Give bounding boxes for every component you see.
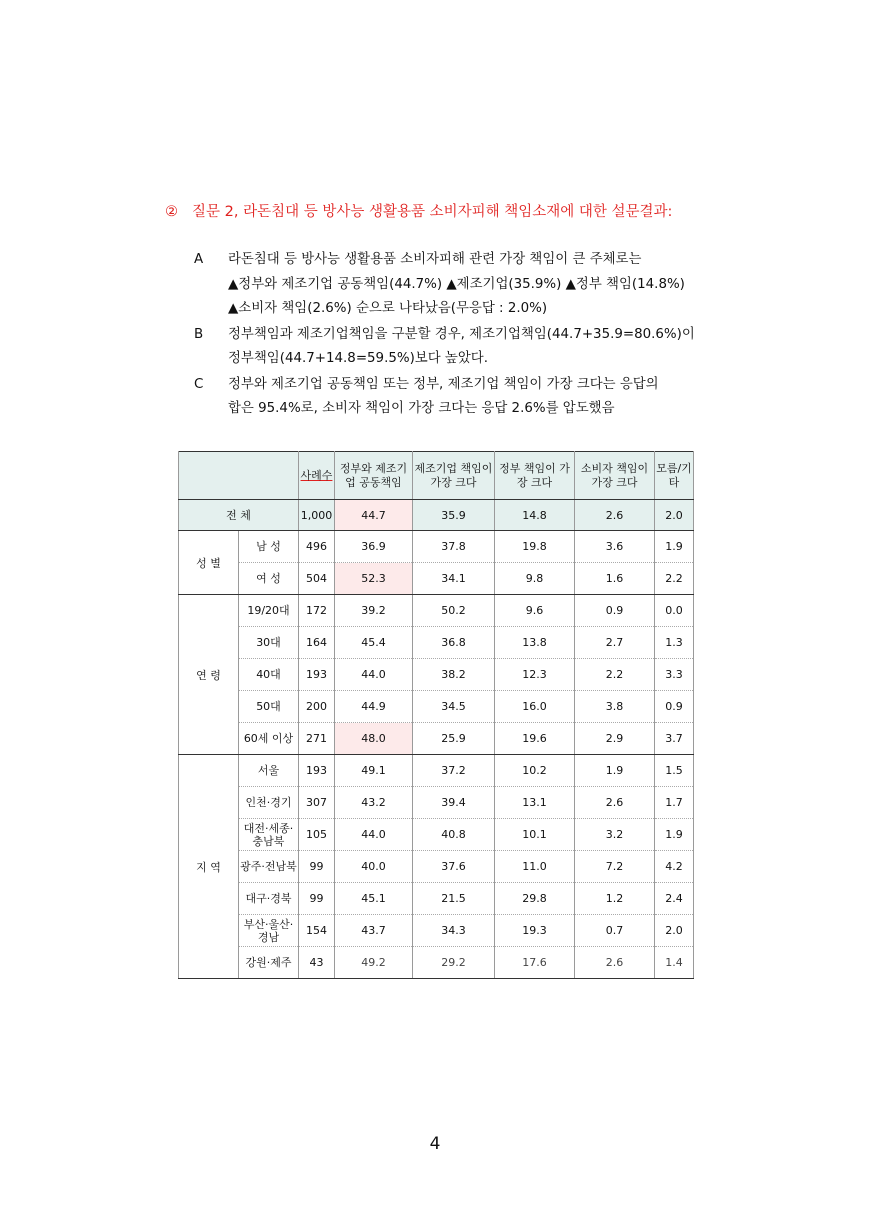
group-label: 지 역 bbox=[179, 755, 239, 979]
cell-consumer: 3.8 bbox=[575, 691, 655, 723]
row-label: 전 체 bbox=[179, 500, 299, 531]
survey-results-table bbox=[178, 451, 694, 979]
cell-government: 13.1 bbox=[495, 787, 575, 819]
cell-government: 9.6 bbox=[495, 595, 575, 627]
header-consumer: 소비자 책임이 가장 크다 bbox=[575, 452, 655, 500]
cell-unknown: 2.4 bbox=[655, 883, 694, 915]
header-government: 정부 책임이 가장 크다 bbox=[495, 452, 575, 500]
cell-unknown: 2.2 bbox=[655, 563, 694, 595]
cell-joint: 40.0 bbox=[335, 851, 413, 883]
cell-unknown: 3.7 bbox=[655, 723, 694, 755]
cell-manufacturer: 34.1 bbox=[413, 563, 495, 595]
row-label: 대구·경북 bbox=[239, 883, 299, 915]
cell-unknown: 1.9 bbox=[655, 819, 694, 851]
row-count: 193 bbox=[299, 755, 335, 787]
cell-manufacturer: 35.9 bbox=[413, 500, 495, 531]
header-count: 사례수 bbox=[299, 452, 335, 500]
row-count: 271 bbox=[299, 723, 335, 755]
row-count: 504 bbox=[299, 563, 335, 595]
table-row bbox=[179, 755, 694, 787]
row-label: 19/20대 bbox=[239, 595, 299, 627]
group-label: 성 별 bbox=[179, 531, 239, 595]
cell-manufacturer: 37.8 bbox=[413, 531, 495, 563]
table-header-row bbox=[179, 452, 694, 500]
table-row bbox=[179, 819, 694, 851]
cell-consumer: 0.7 bbox=[575, 915, 655, 947]
cell-consumer: 2.9 bbox=[575, 723, 655, 755]
cell-manufacturer: 39.4 bbox=[413, 787, 495, 819]
cell-consumer: 0.9 bbox=[575, 595, 655, 627]
cell-government: 12.3 bbox=[495, 659, 575, 691]
cell-unknown: 2.0 bbox=[655, 915, 694, 947]
row-count: 1,000 bbox=[299, 500, 335, 531]
cell-manufacturer: 29.2 bbox=[413, 947, 495, 979]
cell-consumer: 1.2 bbox=[575, 883, 655, 915]
table-row bbox=[179, 595, 694, 627]
cell-joint: 44.9 bbox=[335, 691, 413, 723]
cell-government: 29.8 bbox=[495, 883, 575, 915]
row-label: 60세 이상 bbox=[239, 723, 299, 755]
section-title: 질문 2, 라돈침대 등 방사능 생활용품 소비자피해 책임소재에 대한 설문결과: bbox=[192, 204, 673, 220]
cell-consumer: 2.6 bbox=[575, 787, 655, 819]
cell-joint: 44.0 bbox=[335, 819, 413, 851]
cell-unknown: 2.0 bbox=[655, 500, 694, 531]
cell-unknown: 4.2 bbox=[655, 851, 694, 883]
cell-manufacturer: 34.5 bbox=[413, 691, 495, 723]
cell-government: 16.0 bbox=[495, 691, 575, 723]
findings-list bbox=[194, 248, 754, 423]
finding-text: 정부책임과 제조기업책임을 구분할 경우, 제조기업책임(44.7+35.9=80.6%)이 정부책임(44.7+14.8=59.5%)보다 높았다. bbox=[228, 326, 695, 366]
cell-government: 19.8 bbox=[495, 531, 575, 563]
cell-unknown: 0.9 bbox=[655, 691, 694, 723]
cell-manufacturer: 50.2 bbox=[413, 595, 495, 627]
row-label: 30대 bbox=[239, 627, 299, 659]
cell-joint: 44.0 bbox=[335, 659, 413, 691]
cell-unknown: 1.9 bbox=[655, 531, 694, 563]
cell-joint: 45.4 bbox=[335, 627, 413, 659]
header-joint: 정부와 제조기업 공동책임 bbox=[335, 452, 413, 500]
page-number: 4 bbox=[429, 1134, 441, 1154]
cell-unknown: 3.3 bbox=[655, 659, 694, 691]
cell-unknown: 1.3 bbox=[655, 627, 694, 659]
cell-joint: 49.2 bbox=[335, 947, 413, 979]
cell-joint: 49.1 bbox=[335, 755, 413, 787]
row-count: 172 bbox=[299, 595, 335, 627]
cell-joint: 43.2 bbox=[335, 787, 413, 819]
cell-joint: 39.2 bbox=[335, 595, 413, 627]
cell-manufacturer: 36.8 bbox=[413, 627, 495, 659]
cell-unknown: 1.4 bbox=[655, 947, 694, 979]
cell-consumer: 2.7 bbox=[575, 627, 655, 659]
cell-unknown: 1.5 bbox=[655, 755, 694, 787]
cell-government: 13.8 bbox=[495, 627, 575, 659]
table-row bbox=[179, 787, 694, 819]
cell-consumer: 7.2 bbox=[575, 851, 655, 883]
finding-c bbox=[194, 373, 754, 422]
cell-manufacturer: 40.8 bbox=[413, 819, 495, 851]
cell-joint: 43.7 bbox=[335, 915, 413, 947]
cell-consumer: 3.6 bbox=[575, 531, 655, 563]
table-row bbox=[179, 883, 694, 915]
section-heading bbox=[165, 200, 765, 221]
header-manufacturer: 제조기업 책임이 가장 크다 bbox=[413, 452, 495, 500]
cell-government: 17.6 bbox=[495, 947, 575, 979]
cell-government: 9.8 bbox=[495, 563, 575, 595]
finding-text: 라돈침대 등 방사능 생활용품 소비자피해 관련 가장 책임이 큰 주체로는 ▲정부와 제조기업 공동책임(44.7%) ▲제조기업(35.9%) ▲정부 책임(14.8%) ▲소비자 책임(2.6%) 순으로 나타났음(무응답 : 2.0%) bbox=[228, 252, 685, 316]
finding-b bbox=[194, 323, 754, 372]
table-row bbox=[179, 723, 694, 755]
cell-joint: 45.1 bbox=[335, 883, 413, 915]
table-row bbox=[179, 531, 694, 563]
row-count: 99 bbox=[299, 883, 335, 915]
row-count: 105 bbox=[299, 819, 335, 851]
cell-manufacturer: 38.2 bbox=[413, 659, 495, 691]
cell-joint: 44.7 bbox=[335, 500, 413, 531]
cell-manufacturer: 37.6 bbox=[413, 851, 495, 883]
cell-government: 10.2 bbox=[495, 755, 575, 787]
cell-joint: 36.9 bbox=[335, 531, 413, 563]
row-count: 200 bbox=[299, 691, 335, 723]
cell-joint: 52.3 bbox=[335, 563, 413, 595]
cell-government: 11.0 bbox=[495, 851, 575, 883]
finding-marker: A bbox=[194, 252, 204, 267]
row-count: 164 bbox=[299, 627, 335, 659]
cell-manufacturer: 21.5 bbox=[413, 883, 495, 915]
finding-marker: B bbox=[194, 326, 204, 342]
finding-marker: C bbox=[194, 376, 204, 392]
section-number: ② bbox=[165, 204, 178, 220]
finding-text: 정부와 제조기업 공동책임 또는 정부, 제조기업 책임이 가장 크다는 응답의 합은 95.4%로, 소비자 책임이 가장 크다는 응답 2.6%를 압도했음 bbox=[228, 376, 659, 416]
cell-consumer: 2.2 bbox=[575, 659, 655, 691]
table-row bbox=[179, 947, 694, 979]
table-row bbox=[179, 691, 694, 723]
table-row bbox=[179, 659, 694, 691]
cell-joint: 48.0 bbox=[335, 723, 413, 755]
table-row bbox=[179, 851, 694, 883]
cell-government: 19.3 bbox=[495, 915, 575, 947]
cell-manufacturer: 37.2 bbox=[413, 755, 495, 787]
row-label: 대전·세종·충남북 bbox=[239, 819, 299, 851]
cell-unknown: 1.7 bbox=[655, 787, 694, 819]
row-label: 남 성 bbox=[239, 531, 299, 563]
header-blank bbox=[179, 452, 299, 500]
row-count: 307 bbox=[299, 787, 335, 819]
cell-consumer: 2.6 bbox=[575, 500, 655, 531]
row-label: 강원·제주 bbox=[239, 947, 299, 979]
cell-consumer: 1.9 bbox=[575, 755, 655, 787]
row-label: 서울 bbox=[239, 755, 299, 787]
cell-government: 14.8 bbox=[495, 500, 575, 531]
cell-manufacturer: 25.9 bbox=[413, 723, 495, 755]
row-count: 154 bbox=[299, 915, 335, 947]
row-count: 496 bbox=[299, 531, 335, 563]
row-label: 광주·전남북 bbox=[239, 851, 299, 883]
row-count: 99 bbox=[299, 851, 335, 883]
row-count: 193 bbox=[299, 659, 335, 691]
cell-consumer: 3.2 bbox=[575, 819, 655, 851]
table-row bbox=[179, 563, 694, 595]
header-unknown: 모름/기타 bbox=[655, 452, 694, 500]
table-row bbox=[179, 915, 694, 947]
row-label: 인천·경기 bbox=[239, 787, 299, 819]
finding-a bbox=[194, 248, 754, 322]
row-count: 43 bbox=[299, 947, 335, 979]
cell-manufacturer: 34.3 bbox=[413, 915, 495, 947]
group-label: 연 령 bbox=[179, 595, 239, 755]
cell-consumer: 1.6 bbox=[575, 563, 655, 595]
cell-government: 19.6 bbox=[495, 723, 575, 755]
cell-consumer: 2.6 bbox=[575, 947, 655, 979]
row-label: 부산·울산·경남 bbox=[239, 915, 299, 947]
row-label: 여 성 bbox=[239, 563, 299, 595]
row-label: 50대 bbox=[239, 691, 299, 723]
table-row bbox=[179, 627, 694, 659]
table-row-total bbox=[179, 500, 694, 531]
cell-government: 10.1 bbox=[495, 819, 575, 851]
row-label: 40대 bbox=[239, 659, 299, 691]
cell-unknown: 0.0 bbox=[655, 595, 694, 627]
